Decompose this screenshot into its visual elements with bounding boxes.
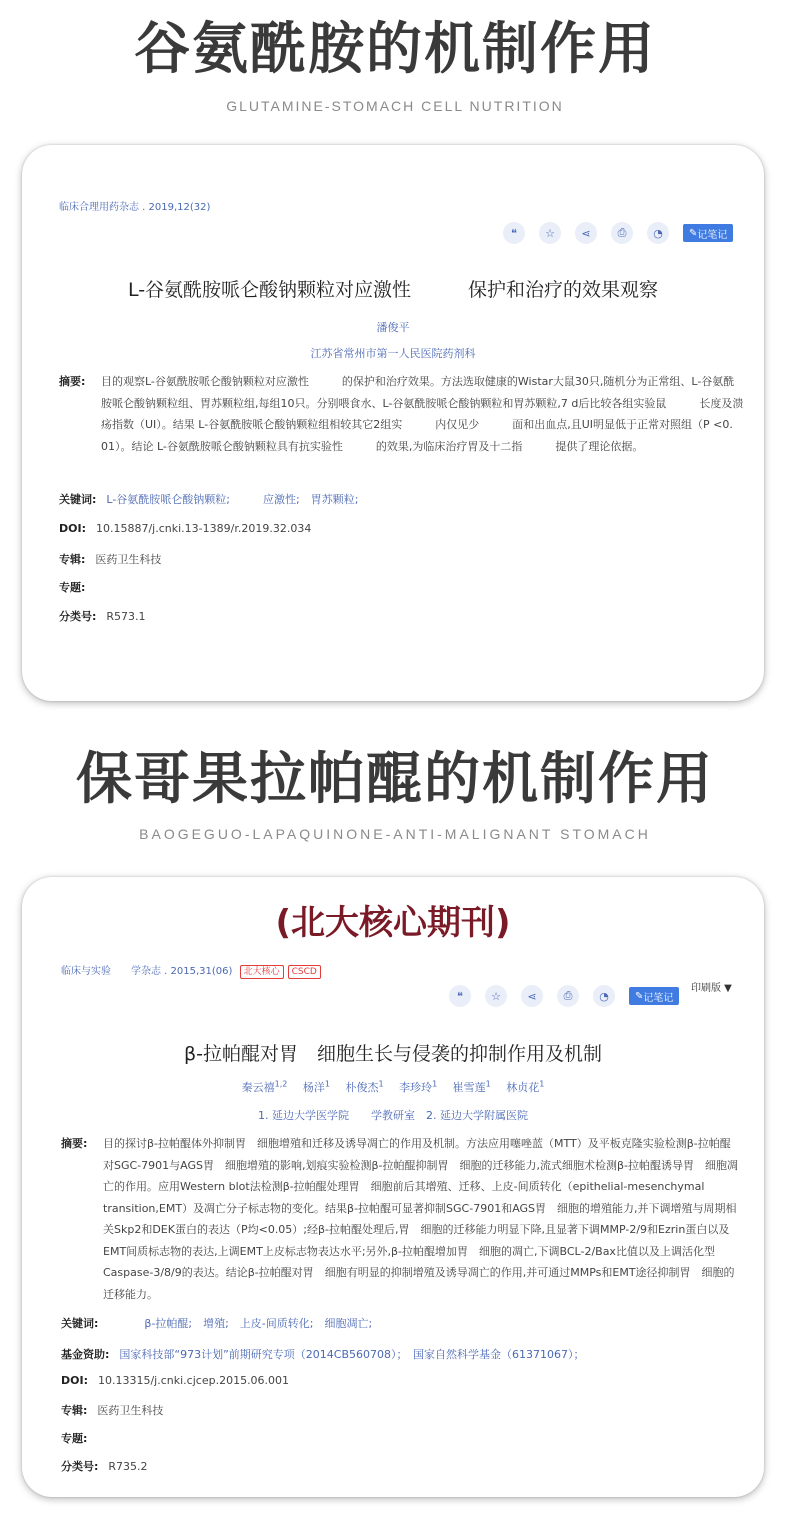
bell-icon[interactable]: ◔ [593,985,615,1007]
fund-label: 基金资助: [61,1348,110,1361]
tag-pku-core: 北大核心 [240,965,284,979]
author-link[interactable]: 秦云禧$^{1,2}$ [241,1079,288,1094]
share-icon[interactable]: ⋖ [521,985,543,1007]
series-value: 医药卫生科技 [97,1404,164,1417]
abstract [59,371,745,457]
journal-source[interactable]: 临床合理用药杂志 . 2019,12(32) [59,202,211,213]
star-icon[interactable]: ☆ [485,985,507,1007]
series-row [59,551,161,567]
doi-label: DOI: [59,522,86,535]
author-link[interactable]: 潘俊平 [376,321,410,334]
keywords-links[interactable]: L-谷氨酰胺哌仑酸钠颗粒; 应激性; 胃苏颗粒; [106,493,359,506]
article-toolbar [489,222,733,244]
keywords-label: 关键词: [59,493,97,506]
fund-row [61,1346,585,1362]
keywords-label: 关键词: [61,1317,99,1330]
affiliation-link[interactable]: 江苏省常州市第一人民医院药剂科 [310,347,476,360]
class-row [59,608,146,624]
pencil-icon: ✎ [635,990,644,1002]
take-notes-button[interactable]: ✎ 记笔记 [629,987,679,1005]
author-link[interactable]: 林贞花$^1$ [506,1079,545,1094]
quote-icon[interactable]: ❝ [449,985,471,1007]
keywords-row [61,1315,372,1331]
series-label: 专辑: [61,1404,88,1417]
author-link[interactable]: 朴俊杰$^1$ [345,1079,384,1094]
affiliation-link[interactable]: 1. 延边大学医学院 学教研室 2. 延边大学附属医院 [258,1109,528,1122]
doi-value: 10.13315/j.cnki.cjcep.2015.06.001 [97,1374,290,1387]
article-card-2 [22,877,764,1497]
class-row [61,1458,148,1474]
take-notes-button[interactable]: ✎ 记笔记 [683,224,733,242]
tag-cscd: CSCD [288,965,321,979]
class-value: R573.1 [106,610,146,623]
class-value: R735.2 [108,1460,148,1473]
print-version-dropdown[interactable]: 印刷版 ▼ [691,983,732,994]
class-label: 分类号: [61,1460,99,1473]
journal-source[interactable] [61,962,321,979]
doi-label: DOI: [61,1374,88,1387]
abstract-text: 目的观察L-谷氨酰胺哌仑酸钠颗粒对应激性 的保护和治疗效果。方法选取健康的Wistar大鼠30只,随机分为正常组、L-谷氨酰胺哌仑酸钠颗粒组、胃苏颗粒组,每组10只。分别喂食水、L-谷氨酰胺哌仑酸钠颗粒和胃苏颗粒,7 d后比较各组实验鼠 长度及溃疡指数（UI）。结果 L-谷氨酰胺哌仑酸钠颗粒组相较其它2组实 内仅见少 面和出血点,且UI明显低于正常对照组（P <0. 01）。结论 L-谷氨酰胺哌仑酸钠颗粒具有抗实验性 的效果,为临床治疗胃及十二指 提供了理论依据。 [101,375,744,453]
share-icon[interactable]: ⋖ [575,222,597,244]
author-link[interactable]: 李珍玲$^1$ [399,1079,438,1094]
doi-row [59,522,311,535]
pencil-icon: ✎ [689,227,698,239]
topic-label: 专题: [59,581,86,594]
topic-label: 专题: [61,1432,88,1445]
keywords-row [59,491,358,507]
section1-subtitle: GLUTAMINE-STOMACH CELL NUTRITION [226,98,564,114]
topic-row [61,1430,97,1446]
abstract-text: 目的探讨β-拉帕醌体外抑制胃 细胞增殖和迁移及诱导凋亡的作用及机制。方法应用噻唑蓝（MTT）及平板克隆实验检测β-拉帕醌对SGC-7901与AGS胃 细胞增殖的影响,划痕实验检测β-拉帕醌抑制胃 细胞的迁移能力,流式细胞术检测β-拉帕醌诱导胃 细胞凋亡的作用。应用Western blot法检测β-拉帕醌处理胃 细胞前后其增殖、迁移、上皮-间质转化（epithelial-mesenchymal transition,EMT）及凋亡分子标志物的变化。结果β-拉帕醌可显著抑制SGC-7901和AGS胃 细胞的增殖能力,并下调增殖与周期相关Skp2和DEK蛋白的表达（P均<0.05）;经β-拉帕醌处理后,胃 细胞的迁移能力明显下降,且显著下调MMP-2/9和Ezrin蛋白以及EMT间质标志物的表达,上调EMT上皮标志物表达水平;另外,β-拉帕醌增加胃 细胞的凋亡,下调BCL-2/Bax比值以及上调活化型Caspase-3/8/9的表达。结论β-拉帕醌对胃 细胞有明显的抑制增殖及诱导凋亡的作用,并可通过MMPs和EMT途径抑制胃 细胞的迁移能力。 [103,1137,738,1301]
series-label: 专辑: [59,553,86,566]
topic-row [59,579,95,595]
star-icon[interactable]: ☆ [539,222,561,244]
article-title: β-拉帕醌对胃 细胞生长与侵袭的抑制作用及机制 [184,1043,602,1065]
section1-title: 谷氨酰胺的机制作用 [134,17,656,82]
abstract-label: 摘要: [61,1137,88,1150]
fund-links[interactable]: 国家科技部“973计划”前期研究专项（2014CB560708）； 国家自然科学基金（61371067）； [119,1348,585,1361]
article-card-1 [22,145,764,701]
author-link[interactable]: 杨洋$^1$ [302,1079,330,1094]
journal-source-text[interactable]: 临床与实验 学杂志 . 2015,31(06) [61,966,233,977]
print-icon[interactable]: ⎙ [557,985,579,1007]
class-label: 分类号: [59,610,97,623]
quote-icon[interactable]: ❝ [503,222,525,244]
journal-badge: (北大核心期刊) [275,903,511,943]
keywords-links[interactable]: β-拉帕醌; 增殖; 上皮-间质转化; 细胞凋亡; [144,1317,373,1330]
abstract [61,1133,741,1305]
print-icon[interactable]: ⎙ [611,222,633,244]
doi-row [61,1374,289,1387]
series-row [61,1402,163,1418]
section2-subtitle: BAOGEGUO-LAPAQUINONE-ANTI-MALIGNANT STOMACH [139,826,651,842]
article-title: L-谷氨酰胺哌仑酸钠颗粒对应激性 保护和治疗的效果观察 [127,279,659,301]
bell-icon[interactable]: ◔ [647,222,669,244]
doi-value: 10.15887/j.cnki.13-1389/r.2019.32.034 [95,522,312,535]
article-toolbar [435,985,679,1007]
abstract-label: 摘要: [59,375,86,388]
author-link[interactable]: 崔雪莲$^1$ [452,1079,491,1094]
author-list [22,1079,764,1095]
series-value: 医药卫生科技 [95,553,162,566]
section2-title: 保哥果拉帕醌的机制作用 [76,747,714,812]
